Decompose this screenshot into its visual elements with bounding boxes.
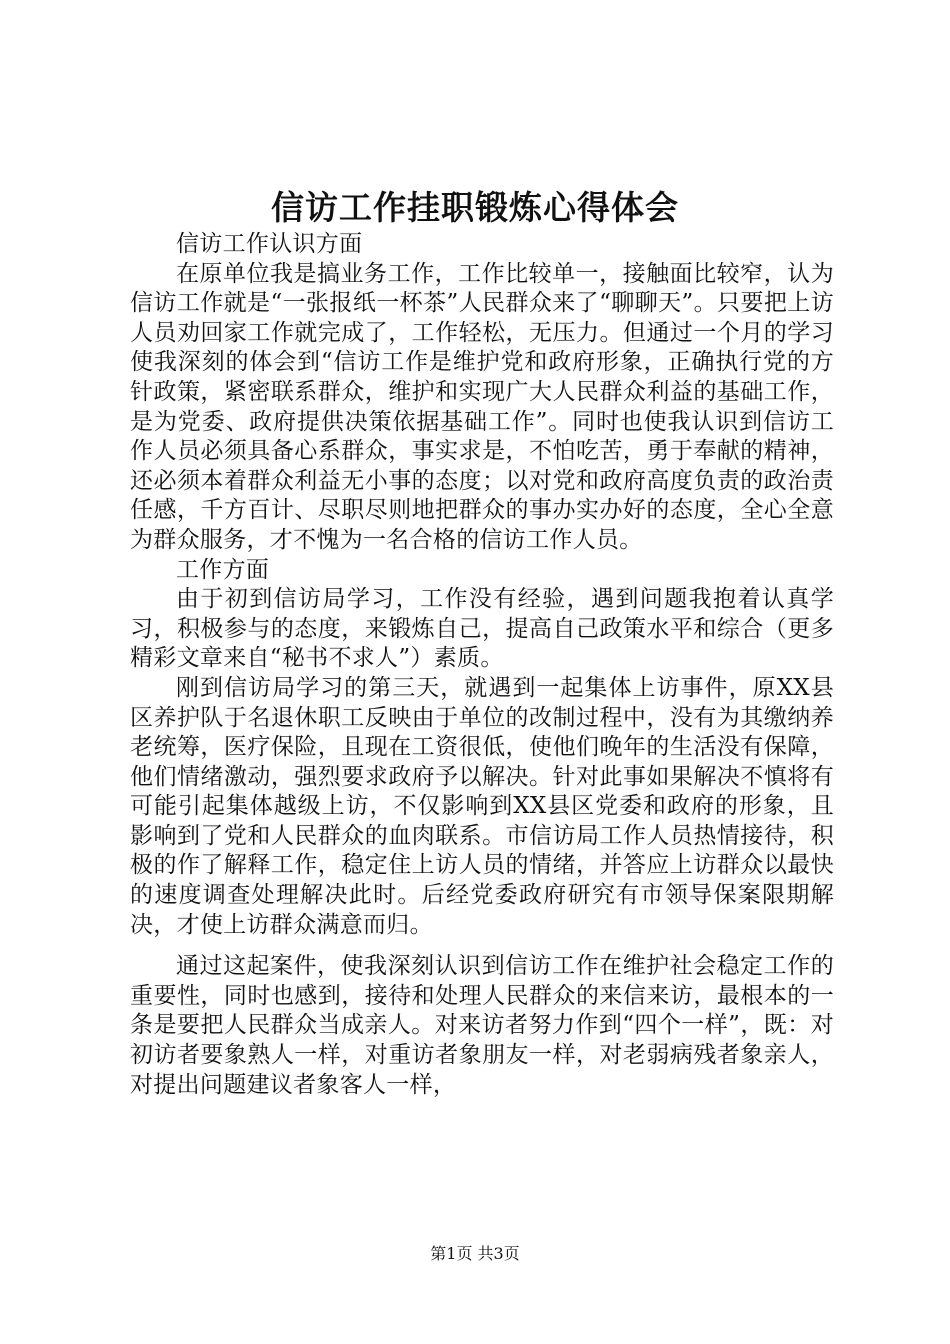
paragraph-4: 通过这起案件，使我深刻认识到信访工作在维护社会稳定工作的重要性，同时也感到，接待和处理人民群众的来信来访，最根本的一条是要把人民群众当成亲人。对来访者努力作到“四个一样”，既：对初访者要象熟人一样，对重访者象朋友一样，对老弱病残者象亲人，对提出问题建议者象客人一样， (130, 953, 834, 1098)
document-body (130, 230, 834, 1100)
paragraph-3: 刚到信访局学习的第三天，就遇到一起集体上访事件，原XX县区养护队于名退休职工反映由于单位的改制过程中，没有为其缴纳养老统筹，医疗保险，且现在工资很低，使他们晚年的生活没有保障，他们情绪激动，强烈要求政府予以解决。针对此事如果解决不慎将有可能引起集体越级上访，不仅影响到XX县区党委和政府的形象，且影响到了党和人民群众的血肉联系。市信访局工作人员热情接待，积极的作了解释工作，稳定住上访人员的情绪，并答应上访群众以最快的速度调查处理解决此时。后经党委政府研究有市领导保案限期解决，才使上访群众满意而归。 (130, 674, 834, 938)
paragraph-2: 由于初到信访局学习，工作没有经验，遇到问题我抱着认真学习，积极参与的态度，来锻炼自己，提高自己政策水平和综合（更多精彩文章来自“秘书不求人”）素质。 (130, 586, 834, 672)
page-number: 第1页 (430, 1244, 473, 1263)
page-total: 共3页 (477, 1244, 520, 1263)
section-heading-2: 工作方面 (176, 556, 270, 583)
section-heading-1: 信访工作认识方面 (176, 231, 363, 257)
page-footer (0, 1244, 950, 1264)
paragraph-1: 在原单位我是搞业务工作，工作比较单一，接触面比较窄，认为信访工作就是“一张报纸一杯茶”人民群众来了“聊聊天”。只要把上访人员劝回家工作就完成了，工作轻松，无压力。但通过一个月的学习使我深刻的体会到“信访工作是维护党和政府形象，正确执行党的方针政策，紧密联系群众，维护和实现广大人民群众利益的基础工作，是为党委、政府提供决策依据基础工作”。同时也使我认识到信访工作人员必须具备心系群众，事实求是，不怕吃苦，勇于奉献的精神，还必须本着群众利益无小事的态度；以对党和政府高度负责的政治责任感，千方百计、尽职尽则地把群众的事办实办好的态度，全心全意为群众服务，才不愧为一名合格的信访工作人员。 (130, 260, 834, 553)
document-title: 信访工作挂职锻炼心得体会 (271, 188, 679, 227)
